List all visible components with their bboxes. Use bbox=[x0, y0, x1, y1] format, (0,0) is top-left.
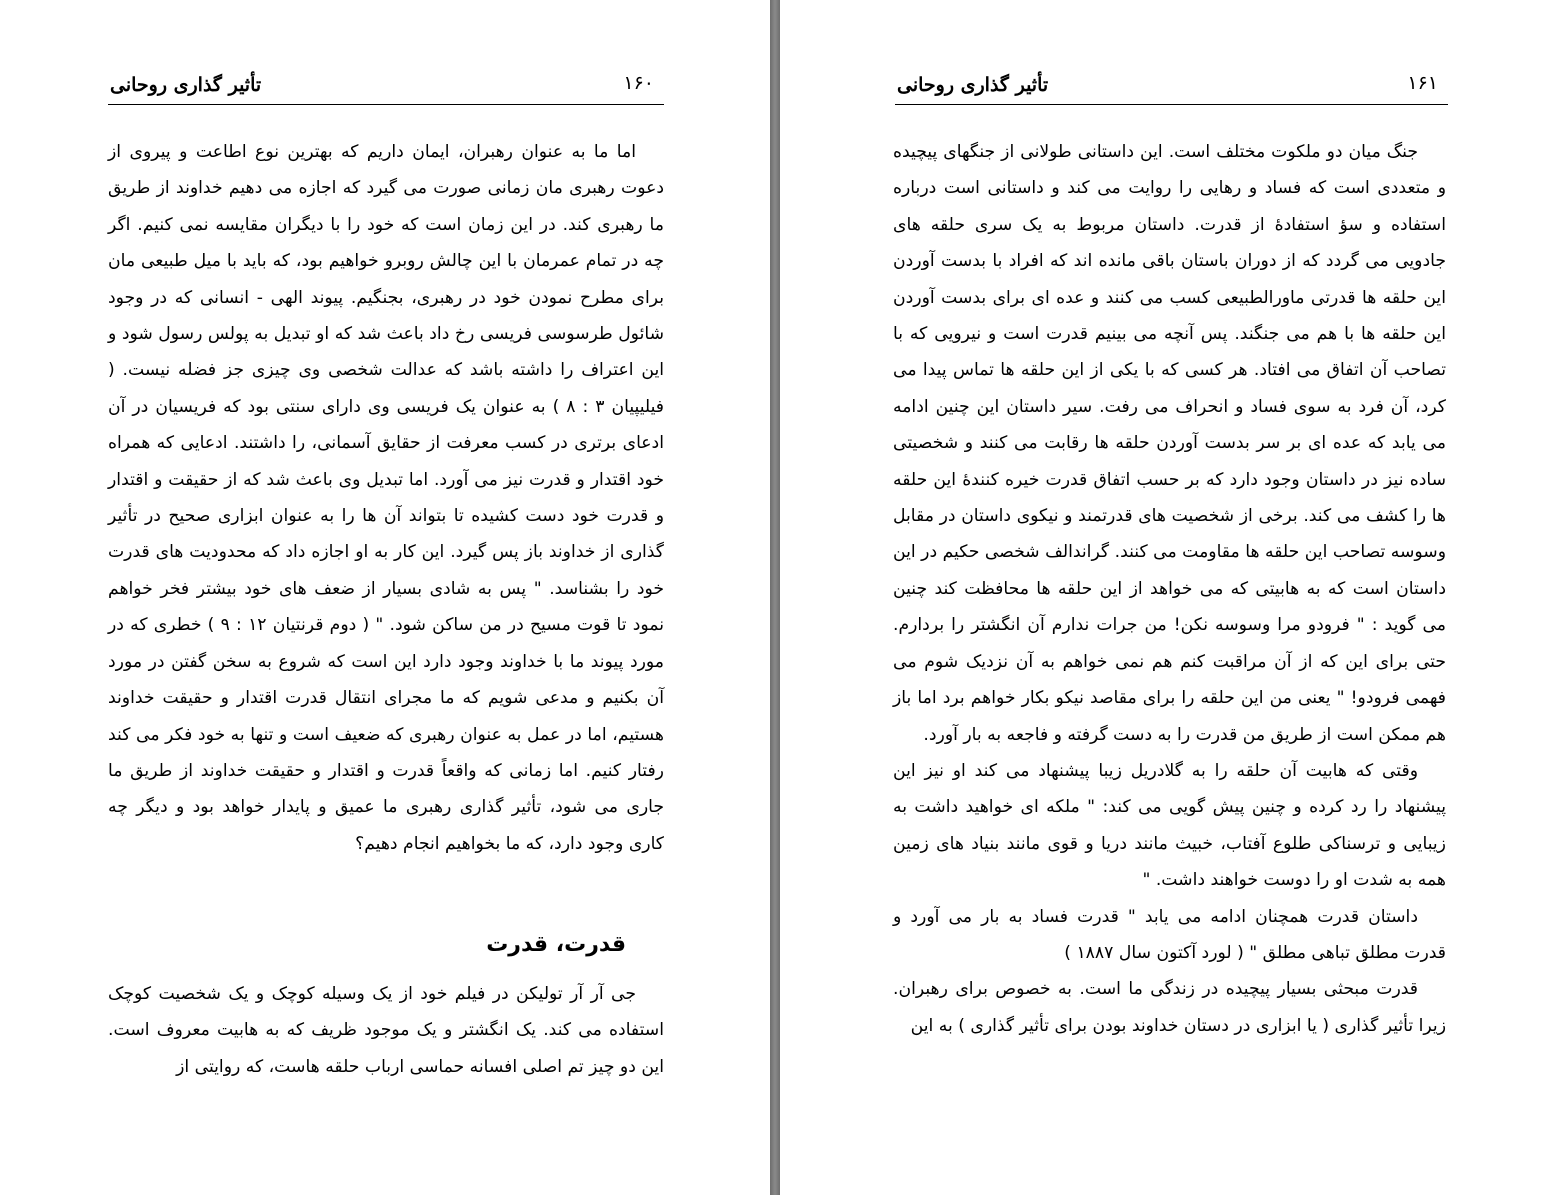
right-paragraph-3: داستان قدرت همچنان ادامه می یابد " قدرت فساد به بار می آورد و قدرت مطلق تباهی مطلق " ( لورد آکتون سال ۱۸۸۷ ) bbox=[893, 906, 1446, 963]
right-page-header bbox=[895, 68, 1448, 105]
right-paragraph-4: قدرت مبحثی بسیار پیچیده در زندگی ما است. به خصوص برای رهبران. زیرا تأثیر گذاری ( یا ابزاری در دستان خداوند بودن برای تأثیر گذاری ) به این bbox=[893, 979, 1446, 1036]
right-running-title: تأثیر گذاری روحانی bbox=[897, 74, 1049, 96]
left-page bbox=[0, 0, 770, 1195]
left-body-text-2 bbox=[108, 976, 664, 1085]
right-paragraph-2: وقتی که هابیت آن حلقه را به گلادریل زیبا پیشنهاد می کند او نیز این پیشنهاد را رد کرده و چنین پیش گویی می کند: " ملکه ای خواهید داشت به زیبایی و ترسناکی طلوع آفتاب، خبیث مانند دریا و قوی مانند بنیاد های زمین همه به شدت او را دوست خواهند داشت. " bbox=[893, 760, 1446, 891]
left-page-header bbox=[108, 68, 664, 105]
left-body-text bbox=[108, 134, 664, 862]
right-page-number: ۱۶۱ bbox=[1407, 72, 1438, 94]
right-body-text bbox=[893, 134, 1446, 1044]
left-page-number: ۱۶۰ bbox=[623, 72, 654, 94]
left-running-title: تأثیر گذاری روحانی bbox=[110, 74, 262, 96]
section-heading: قدرت، قدرت bbox=[486, 932, 626, 957]
left-paragraph-2: جی آر آر تولیکن در فیلم خود از یک وسیله کوچک و یک شخصیت کوچک استفاده می کند. یک انگشتر و یک موجود ظریف که به هابیت معروف است. این دو چیز تم اصلی افسانه حماسی ارباب حلقه هاست، که روایتی از bbox=[108, 984, 664, 1077]
book-gutter bbox=[770, 0, 780, 1195]
left-paragraph-1: اما ما به عنوان رهبران، ایمان داریم که بهترین نوع اطاعت و پیروی از دعوت رهبری مان زمانی صورت می گیرد که اجازه می دهیم خداوند از طریق ما رهبری کند. در این زمان است که خود را با دیگران مقایسه نمی کنیم. اگر چه در تمام عمرمان با این چالش روبرو خواهیم بود، که باید با میل طبیعی مان برای مطرح نمودن خود در رهبری، بجنگیم. پیوند الهی - انسانی که در وجود شائول طرسوسی فریسی رخ داد باعث شد که او تبدیل به پولس رسول شود و این اعتراف را داشته باشد که عدالت شخصی وی چیزی جز فضله نیست. ( فیلیپیان ۳ : ۸ ) به عنوان یک فریسی وی دارای سنتی بود که فریسیان در آن ادعای برتری در کسب معرفت از حقایق آسمانی، را داشتند. ادعایی که همراه خود اقتدار و قدرت نیز می آورد. اما تبدیل وی باعث شد که از حقیقت و اقتدار و قدرت خود دست کشیده تا بتواند آن ها را به عنوان ابزاری صحیح در تأثیر گذاری از خداوند باز پس گیرد. این کار به او اجازه داد که محدودیت های قدرت خود را بشناسد. " پس به شادی بسیار از ضعف های خود بیشتر فخر خواهم نمود تا قوت مسیح در من ساکن شود. " ( دوم قرنتیان ۱۲ : ۹ ) خطری که در مورد پیوند ما با خداوند وجود دارد این است که شروع به سخن گفتن در مورد آن بکنیم و مدعی شویم که ما مجرای انتقال قدرت اقتدار و حقیقت خداوند هستیم، اما در عمل به عنوان رهبری که ضعیف است و تنها به خود فکر می کند رفتار کنیم. اما زمانی که واقعاً قدرت و اقتدار و حقیقت خداوند از طریق ما جاری می شود، تأثیر گذاری رهبری ما عمیق و پایدار خواهد بود و دیگر چه کاری وجود دارد، که ما بخواهیم انجام دهیم؟ bbox=[108, 142, 664, 854]
right-paragraph-1: جنگ میان دو ملکوت مختلف است. این داستانی طولانی از جنگهای پیچیده و متعددی است که فساد و رهایی را روایت می کند و داستانی است درباره استفاده و سؤ استفادهٔ از قدرت. داستان مربوط به یک سری حلقه های جادویی می گردد که از دوران باستان باقی مانده اند که افراد با بدست آوردن این حلقه ها قدرتی ماورالطبیعی کسب می کنند و عده ای برای بدست آوردن این حلقه ها با هم می جنگند. پس آنچه می بینیم قدرت است و نیرویی که با تصاحب آن اتفاق می افتاد. هر کسی که با یکی از این حلقه ها تماس پیدا می کرد، آن فرد به سوی فساد و انحراف می رفت. سیر داستان این چنین ادامه می یابد که عده ای بر سر بدست آوردن حلقه ها رقابت می کنند و شخصیتی ساده نیز در داستان وجود دارد که بر حسب اتفاق قدرت خیره کنندهٔ این حلقه ها را کشف می کند. برخی از شخصیت های قدرتمند و نیکوی داستان در مقابل وسوسه تصاحب این حلقه ها مقاومت می کنند. گراندالف شخصی حکیم در این داستان است که به هابیتی که می خواهد از این حلقه ها محافظت کند چنین می گوید : " فرودو مرا وسوسه نکن! من جرات ندارم آن انگشتر را بردارم. حتی برای این که از آن مراقبت کنم هم نمی خواهم به آن نزدیک شوم می فهمی فرودو! " یعنی من این حلقه را برای مقاصد نیکو بکار خواهم برد اما باز هم ممکن است از طریق من قدرت را به دست گرفته و فاجعه به بار آورد. bbox=[893, 142, 1446, 745]
